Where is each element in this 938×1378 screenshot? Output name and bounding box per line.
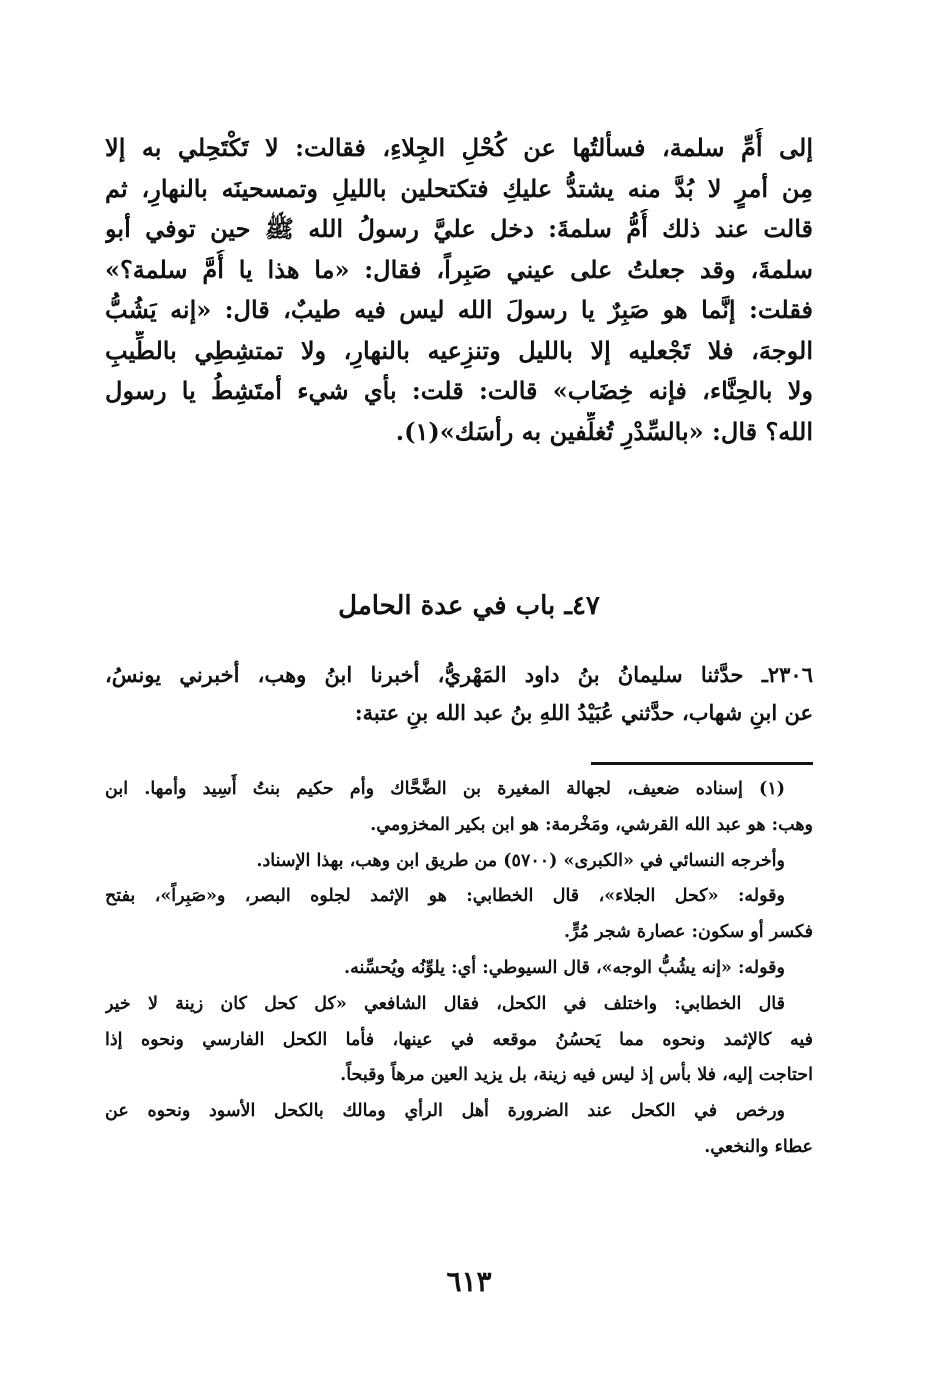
body-line-5: فقلت: إنَّما هو صَبِرٌ يا رسولَ الله ليس فيه طيبٌ، قال: «إنه يَشُبُّ [105, 295, 813, 324]
body-line-7: ولا بالحِنَّاء، فإنه خِضَاب» قالت: قلت: بأي شيء أمتَشِطُ يا رسول [105, 376, 813, 405]
body-line-3: قالت عند ذلك أُمُّ سلمةَ: دخل عليَّ رسولُ الله ﷺ حين توفي أبو [105, 214, 813, 243]
body-line-2: مِن أمرٍ لا بُدَّ منه يشتدُّ عليكِ فتكتحلين بالليلِ وتمسحينَه بالنهارِ، ثم [105, 173, 813, 203]
hadith-line-1: ٢٣٠٦ـ حدَّثنا سليمانُ بنُ داود المَهْريُّ، أخبرنا ابنُ وهب، أخبرني يونسُ، [105, 662, 813, 687]
footnote-line-2: وهب: هو عبد الله القرشي، ومَخْرمة: هو ابن بكير المخزومي. [370, 814, 813, 835]
footnote-line-1: (١) إسناده ضعيف، لجهالة المغيرة بن الضَّحَّاك وأم حكيم بنتُ أَسِيد وأمها. ابن [105, 779, 785, 799]
body-line-8: الله؟ قال: «بالسِّدْرِ تُغلِّفين به رأسَك»(١). [395, 416, 813, 446]
footnote-line-6: وقوله: «إنه يشُبُّ الوجه»، قال السيوطي: أي: يلوِّنُه ويُحسِّنه. [344, 957, 785, 978]
body-line-4: سلمةَ، وقد جعلتُ على عيني صَبِراً، فقال: «ما هذا يا أُمَّ سلمة؟» [105, 254, 813, 284]
page-number: ٦١٣ [446, 1265, 492, 1298]
footnote-line-4: وقوله: «كحل الجلاء»، قال الخطابي: هو الإثمد لجلوه البصر، و«صَبِراً»، بفتح [105, 886, 785, 907]
body-text [105, 128, 813, 452]
footnote-line-5: فكسر أو سكون: عصارة شجر مُرٍّ. [563, 922, 813, 943]
footnote-line-8: فيه كالإثمد ونحوه مما يَحسُنُ موقعه في عينها، فأما الكحل الفارسي ونحوه إذا [105, 1029, 813, 1050]
footnote-line-7: قال الخطابي: واختلف في الكحل، فقال الشافعي «كل كحل كان زينة لا خير [105, 993, 785, 1014]
footnote-line-9: احتاجت إليه، فلا بأس إذ ليس فيه زينة، بل يزيد العين مرهاً وقبحاً. [340, 1065, 813, 1086]
hadith-line-2: عن ابنِ شهاب، حدَّثني عُبَيْدُ اللهِ بنُ عبد الله بنِ عتبة: [354, 700, 813, 725]
footnote-line-10: ورخص في الكحل عند الضرورة أهل الرأي ومالك بالكحل الأسود ونحوه عن [105, 1101, 785, 1122]
hadith-text [105, 656, 813, 732]
body-line-1: إلى أُمِّ سلمة، فسألتُها عن كُحْلِ الجِلاءِ، فقالت: لا تَكْتَحِلي به إلا [105, 133, 813, 162]
footnote-line-11: عطاء والنخعي. [704, 1136, 813, 1157]
chapter-heading: ٤٧ـ باب في عدة الحامل [338, 591, 600, 621]
footnote-line-3: وأخرجه النسائي في «الكبرى» (٥٧٠٠) من طريق ابن وهب، بهذا الإسناد. [256, 850, 785, 871]
footnote-separator [591, 762, 813, 765]
body-line-6: الوجهَ، فلا تَجْعليه إلا بالليل وتنزِعيه بالنهارِ، ولا تمتشِطِي بالطِّيبِ [105, 335, 813, 365]
footnotes [105, 772, 813, 1166]
